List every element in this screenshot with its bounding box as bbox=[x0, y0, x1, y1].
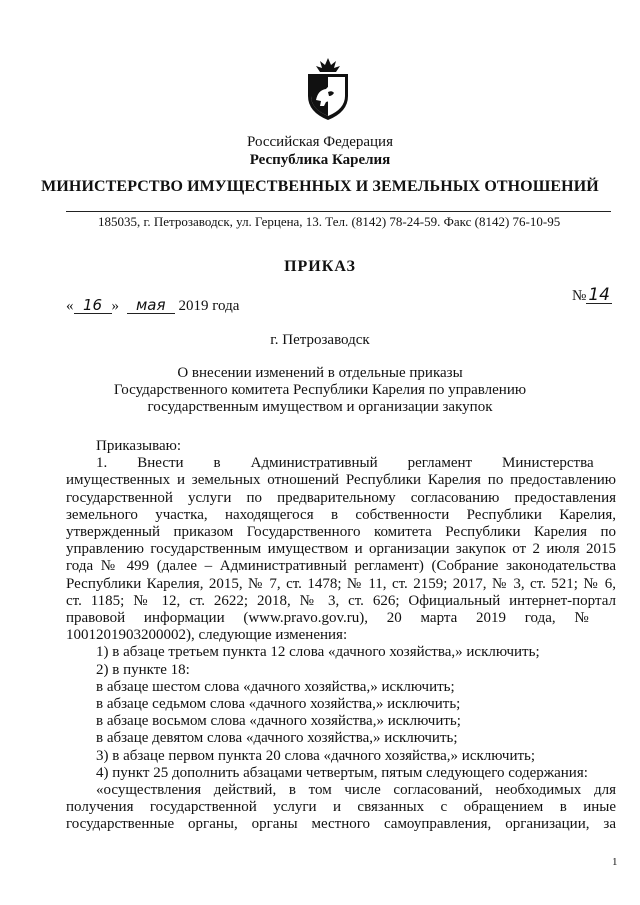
date-open-quote: « bbox=[66, 298, 74, 314]
sub-list-item: в абзаце шестом слова «дачного хозяйства,» исключить; bbox=[96, 678, 455, 695]
body-line: утвержденный приказом Государственного комитета Республики Карелия по bbox=[66, 524, 616, 541]
date-day-handwritten: 16 bbox=[74, 297, 112, 314]
document-type: ПРИКАЗ bbox=[284, 258, 356, 275]
sub-list-item: в абзаце седьмом слова «дачного хозяйства,» исключить; bbox=[96, 696, 461, 713]
body-line: года № 499 (далее – Административный регламент) (Собрание законодательства bbox=[66, 558, 616, 575]
date-month-handwritten: мая bbox=[127, 297, 175, 314]
subject-line: Государственного комитета Республики Карелия по управлению bbox=[113, 382, 527, 398]
date-year: 2019 года bbox=[178, 298, 240, 314]
body-line: «осуществления действий, в том числе согласований, необходимых для bbox=[96, 782, 616, 799]
document-body bbox=[66, 438, 616, 834]
subject-line: О внесении изменений в отдельные приказы bbox=[177, 365, 463, 381]
list-item: 1) в абзаце третьем пункта 12 слова «дачного хозяйства,» исключить; bbox=[96, 644, 540, 661]
sub-list-item: в абзаце восьмом слова «дачного хозяйства,» исключить; bbox=[96, 713, 461, 730]
body-line: государственные органы, органы местного самоуправления, организации, за bbox=[66, 816, 616, 833]
list-item: 4) пункт 25 дополнить абзацами четвертым, пятым следующего содержания: bbox=[96, 764, 588, 781]
ministry-title: МИНИСТЕРСТВО ИМУЩЕСТВЕННЫХ И ЗЕМЕЛЬНЫХ ОТНОШЕНИЙ bbox=[41, 178, 599, 195]
body-line: управлению государственным имуществом и организации закупок от 2 июля 2015 bbox=[66, 541, 616, 558]
body-line: 1. Внести в Административный регламент Министерства bbox=[96, 455, 594, 472]
list-item: 3) в абзаце первом пункта 20 слова «дачного хозяйства,» исключить; bbox=[96, 747, 536, 764]
order-word: Приказываю: bbox=[96, 438, 181, 454]
subject-line: государственным имуществом и организации закупок bbox=[147, 399, 493, 415]
body-line: имущественных и земельных отношений Республики Карелия по предоставлению bbox=[66, 472, 616, 489]
body-line: государственной услуги по предварительному согласованию предоставления bbox=[66, 489, 616, 506]
body-line: Республики Карелия, 2015, № 7, ст. 1478; № 11, ст. 2159; 2017, № 3, ст. 521; № 6, bbox=[66, 575, 616, 592]
body-line: правовой информации (www.pravo.gov.ru), 20 марта 2019 года, № bbox=[66, 610, 589, 627]
document-city: г. Петрозаводск bbox=[270, 332, 370, 348]
country-name: Российская Федерация bbox=[247, 134, 393, 150]
number-sign: № bbox=[572, 288, 587, 304]
republic-name: Республика Карелия bbox=[249, 152, 391, 168]
document-number bbox=[572, 287, 612, 305]
body-line: ст. 1185; № 12, ст. 2622; 2018, № 3, ст. 626; Официальный интернет-портал bbox=[66, 592, 616, 609]
body-line: 1001201903200002), следующие изменения: bbox=[66, 627, 348, 644]
ministry-address: 185035, г. Петрозаводск, ул. Герцена, 13. Тел. (8142) 78-24-59. Факс (8142) 76-10-95 bbox=[98, 214, 561, 229]
karelia-coat-of-arms-icon bbox=[300, 56, 356, 122]
document-date bbox=[66, 297, 239, 315]
number-handwritten: 14 bbox=[588, 285, 610, 305]
body-line: получения государственной услуги и связанных с обращением в иные bbox=[66, 799, 616, 816]
date-close-quote: » bbox=[111, 298, 119, 314]
document-subject bbox=[0, 365, 640, 416]
header-divider bbox=[66, 211, 611, 212]
sub-list-item: в абзаце девятом слова «дачного хозяйства,» исключить; bbox=[96, 730, 458, 747]
list-item: 2) в пункте 18: bbox=[96, 661, 190, 678]
page-number: 1 bbox=[612, 856, 618, 868]
body-line: земельного участка, находящегося в собственности Республики Карелия, bbox=[66, 506, 616, 523]
